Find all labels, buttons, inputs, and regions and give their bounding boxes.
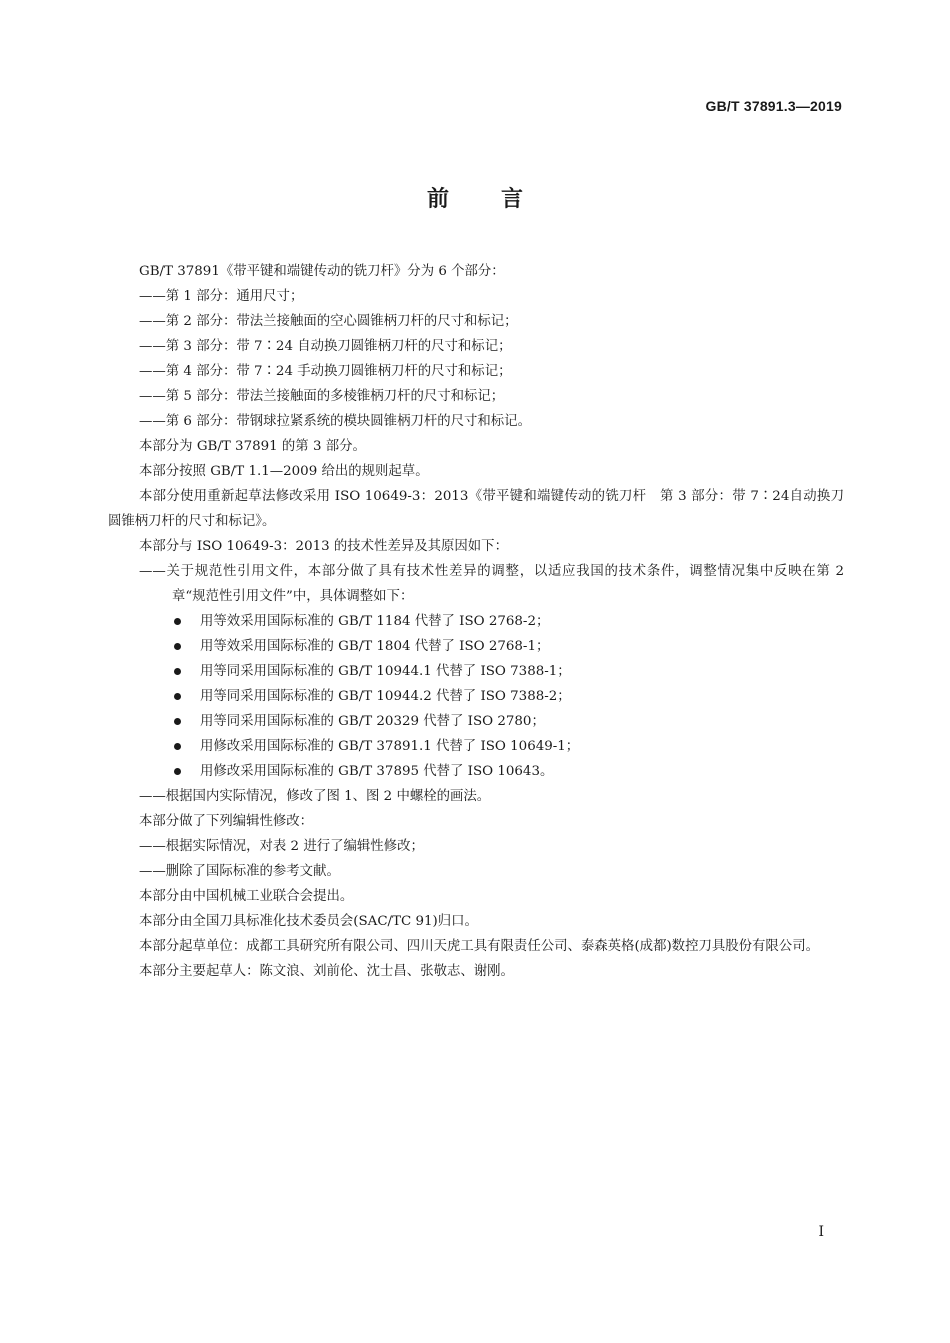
foreword-body: [108, 259, 844, 984]
replacement-item: 用等同采用国际标准的 GB/T 10944.1 代替了 ISO 7388-1；: [108, 659, 844, 684]
bullet-dot: [174, 693, 181, 700]
page-title: 前言: [426, 187, 575, 212]
bullet-dot: [174, 618, 181, 625]
standard-code: GB/T 37891.3—2019: [705, 98, 842, 114]
bullet-dot: [174, 718, 181, 725]
diff-bolts: ——根据国内实际情况，修改了图 1、图 2 中螺栓的画法。: [139, 789, 491, 804]
replacement-item: 用修改采用国际标准的 GB/T 37895 代替了 ISO 10643。: [108, 759, 844, 784]
rules-paragraph: 本部分按照 GB/T 1.1—2009 给出的规则起草。: [139, 464, 429, 479]
page-number: I: [818, 1224, 824, 1240]
bullet-dot: [174, 668, 181, 675]
replacement-item: 用等效采用国际标准的 GB/T 1804 代替了 ISO 2768-1；: [108, 634, 844, 659]
part-item: ——第 1 部分：通用尺寸；: [139, 289, 304, 304]
bullet-dot: [174, 743, 181, 750]
adoption-paragraph: 本部分使用重新起草法修改采用 ISO 10649-3：2013《带平键和端键传动的铣刀杆 第 3 部分：带 7∶24自动换刀圆锥柄刀杆的尺寸和标记》。: [108, 489, 844, 529]
replacement-item: 用等同采用国际标准的 GB/T 20329 代替了 ISO 2780；: [108, 709, 844, 734]
part-item: ——第 3 部分：带 7∶24 自动换刀圆锥柄刀杆的尺寸和标记；: [139, 339, 512, 354]
bullet-dot: [174, 643, 181, 650]
drafters-paragraph: 本部分主要起草人：陈文浪、刘前伦、沈士昌、张敬志、谢刚。: [139, 964, 514, 979]
part-item: ——第 2 部分：带法兰接触面的空心圆锥柄刀杆的尺寸和标记；: [139, 314, 518, 329]
replacement-item: 用等效采用国际标准的 GB/T 1184 代替了 ISO 2768-2；: [108, 609, 844, 634]
this-part-paragraph: 本部分为 GB/T 37891 的第 3 部分。: [139, 439, 366, 454]
proposed-paragraph: 本部分由中国机械工业联合会提出。: [139, 889, 354, 904]
part-item: ——第 5 部分：带法兰接触面的多棱锥柄刀杆的尺寸和标记；: [139, 389, 505, 404]
drafting-units-paragraph: 本部分起草单位：成都工具研究所有限公司、四川天虎工具有限责任公司、泰森英格(成都)数控刀具股份有限公司。: [139, 939, 819, 954]
diff-norm-refs: ——关于规范性引用文件，本部分做了具有技术性差异的调整，以适应我国的技术条件，调整情况集中反映在第 2 章“规范性引用文件”中，具体调整如下：: [139, 564, 844, 604]
intro-paragraph: GB/T 37891《带平键和端键传动的铣刀杆》分为 6 个部分：: [139, 264, 505, 279]
part-item: ——第 4 部分：带 7∶24 手动换刀圆锥柄刀杆的尺寸和标记；: [139, 364, 512, 379]
replacement-item: 用修改采用国际标准的 GB/T 37891.1 代替了 ISO 10649-1；: [108, 734, 844, 759]
editorial-item: ——根据实际情况，对表 2 进行了编辑性修改；: [139, 839, 424, 854]
replacement-item: 用等同采用国际标准的 GB/T 10944.2 代替了 ISO 7388-2；: [108, 684, 844, 709]
bullet-dot: [174, 768, 181, 775]
part-item: ——第 6 部分：带钢球拉紧系统的模块圆锥柄刀杆的尺寸和标记。: [139, 414, 531, 429]
differences-intro: 本部分与 ISO 10649-3：2013 的技术性差异及其原因如下：: [139, 539, 508, 554]
centralized-paragraph: 本部分由全国刀具标准化技术委员会(SAC/TC 91)归口。: [139, 914, 478, 929]
editorial-intro: 本部分做了下列编辑性修改：: [139, 814, 314, 829]
editorial-item: ——删除了国际标准的参考文献。: [139, 864, 340, 879]
